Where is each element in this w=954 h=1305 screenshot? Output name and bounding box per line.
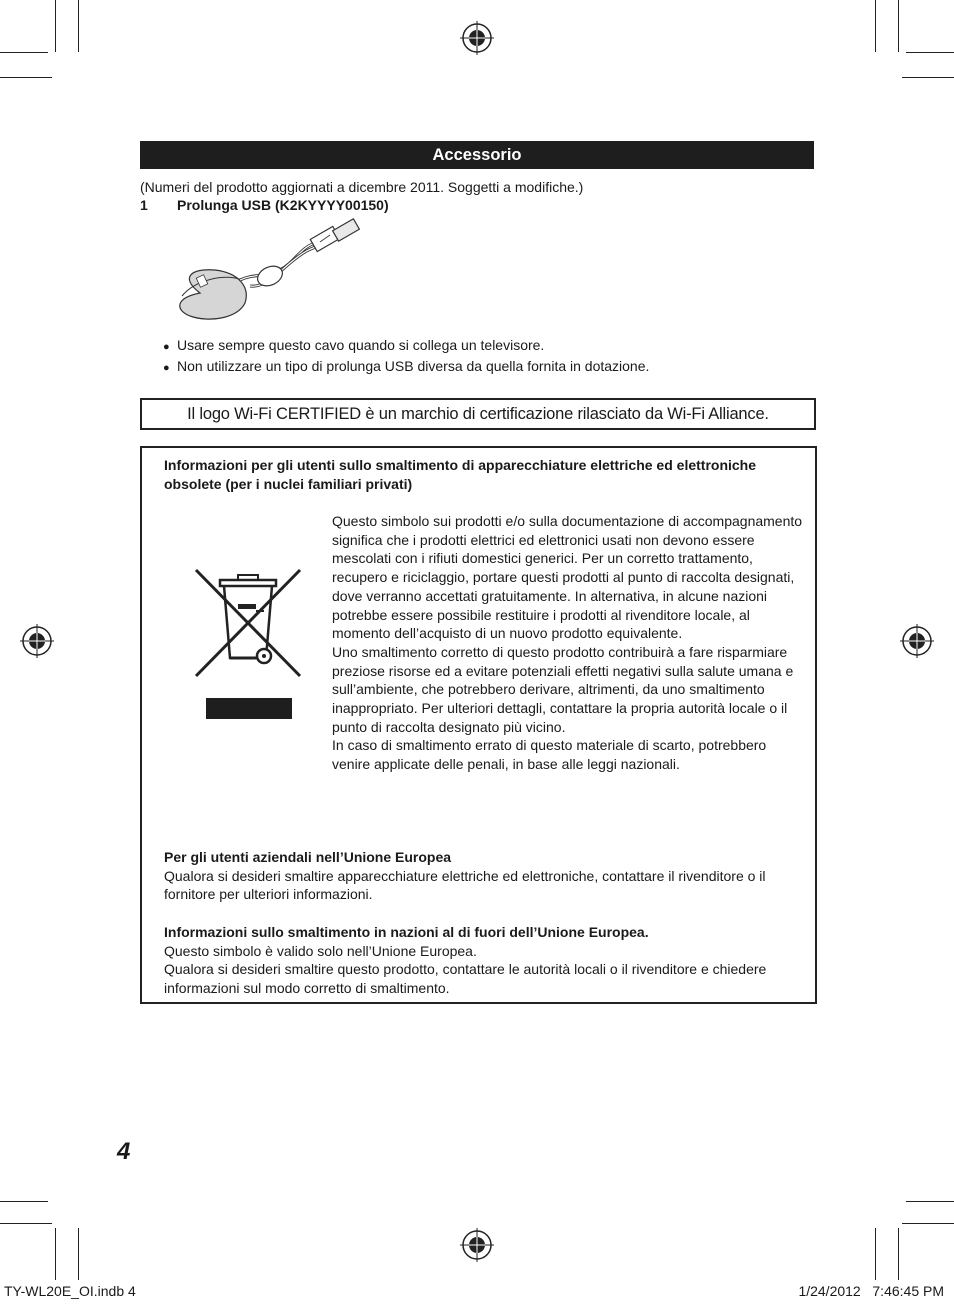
accessory-item	[140, 196, 389, 214]
weee-title: Informazioni per gli utenti sullo smaltimento di apparecchiature elettriche ed elettroniche obsolete (per i nuclei familiari privati)	[164, 457, 757, 492]
usage-notes	[163, 336, 649, 378]
weee-explanation	[332, 512, 804, 774]
section-title: Accessorio	[432, 145, 522, 164]
registration-mark-icon	[20, 624, 54, 658]
paragraph: Qualora si desideri smaltire questo prodotto, contattare le autorità locali o il rivenditore e chiedere informazioni sul modo corretto di smaltimento.	[164, 961, 767, 997]
product-note: (Numeri del prodotto aggiornati a dicembre 2011. Soggetti a modifiche.)	[140, 179, 584, 195]
bullet-icon: ●	[163, 362, 170, 374]
paragraph: Questo simbolo sui prodotti e/o sulla documentazione di accompagnamento significa che i prodotti elettrici ed elettronici usati non devono essere mescolati con i rifiuti domestici generici. Per un corretto trattamento, recupero e riciclaggio, portare questi prodotti al punto di raccolta designati, dove verranno accettati gratuitamente. In alternativa, in alcune nazioni potrebbe essere possibile restituire i prodotti al rivenditore locale, al momento dell’acquisto di un nuovo prodotto equivalente.	[332, 513, 803, 642]
footer-filename: TY-WL20E_OI.indb 4	[4, 1283, 136, 1299]
usb-extension-cable-illustration	[170, 218, 370, 328]
section-heading: Per gli utenti aziendali nell’Unione Europea	[164, 849, 452, 865]
list-item: ● Usare sempre questo cavo quando si collega un televisore.	[163, 336, 649, 357]
paragraph: Questo simbolo è valido solo nell’Unione Europea.	[164, 942, 477, 959]
paragraph: Qualora si desideri smaltire apparecchiature elettriche ed elettroniche, contattare il rivenditore o il fornitore per ulteriori informazioni.	[164, 867, 766, 903]
weee-disposal-box	[140, 446, 817, 1004]
footer-timestamp: 1/24/2012 7:46:45 PM	[798, 1283, 944, 1299]
section-header	[140, 141, 814, 169]
registration-mark-icon	[460, 1228, 494, 1262]
wifi-certified-notice: Il logo Wi-Fi CERTIFIED è un marchio di certificazione rilasciato da Wi-Fi Alliance.	[140, 398, 816, 430]
non-eu-section	[164, 923, 804, 998]
paragraph: Uno smaltimento corretto di questo prodotto contribuirà a fare risparmiare preziose risorse ed a evitare potenziali effetti negativi sulla salute umana e sull’ambiente, che potrebbero derivare, altrimenti, da uno smaltimento inappropriato. Per ulteriori dettagli, contattare la propria autorità locale o il punto di raccolta designato più vicino.	[332, 643, 794, 735]
list-item: ● Non utilizzare un tipo di prolunga USB diversa da quella fornita in dotazione.	[163, 357, 649, 378]
business-users-section	[164, 848, 804, 904]
paragraph: In caso di smaltimento errato di questo materiale di scarto, potrebbero venire applicate delle penali, in base alle leggi nazionali.	[332, 737, 767, 773]
page-number: 4	[117, 1138, 131, 1165]
bullet-icon: ●	[163, 341, 170, 353]
crossed-out-wheelie-bin-icon	[194, 566, 302, 721]
section-heading: Informazioni sullo smaltimento in nazioni al di fuori dell’Unione Europea.	[164, 924, 649, 940]
item-number: 1	[140, 197, 148, 213]
registration-mark-icon	[900, 624, 934, 658]
item-label: Prolunga USB (K2KYYYY00150)	[177, 197, 389, 213]
registration-mark-icon	[460, 21, 494, 55]
